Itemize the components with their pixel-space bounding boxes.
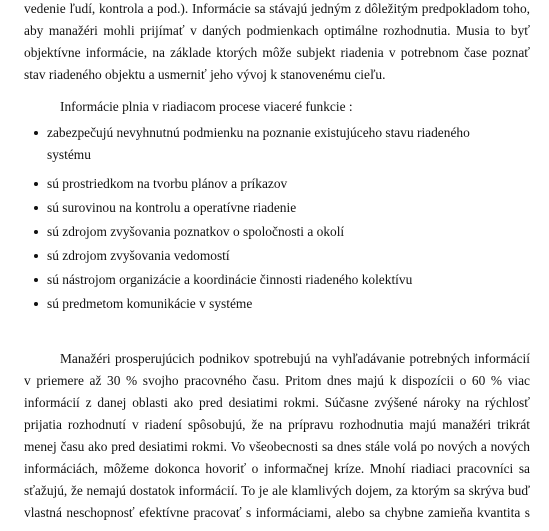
paragraph-1-line-2: aby manažéri mohli prijímať v daných podmienkach optimálne rozhodnutia. Musia to byť <box>24 23 530 38</box>
paragraph-2-line-1: Manažéri prosperujúcich podnikov spotrebujú na vyhľadávanie potrebných informácií <box>60 351 530 366</box>
bullet-icon <box>34 131 38 135</box>
list-item-text: sú zdrojom zvyšovania poznatkov o spoločnosti a okolí <box>47 224 345 239</box>
list-item-text: sú zdrojom zvyšovania vedomostí <box>47 248 230 263</box>
bullet-icon <box>34 254 38 258</box>
bullet-icon <box>34 182 38 186</box>
bullet-icon <box>34 278 38 282</box>
bullet-icon <box>34 302 38 306</box>
paragraph-2-line-3: informácií z danej oblasti ako pred desiatimi rokmi. Súčasne zvýšené nároky na rýchlosť <box>24 395 530 410</box>
paragraph-1-line-3: objektívne informácie, na základe ktorých môže subjekt riadenia v potrebnom čase poznať <box>24 45 530 60</box>
paragraph-2-line-4: prijatia rozhodnutí v riadení spôsobujú, že na prípravu rozhodnutia majú manažéri trikrát <box>24 417 530 432</box>
bullet-icon <box>34 206 38 210</box>
functions-intro: Informácie plnia v riadiacom procese viaceré funkcie : <box>60 99 353 114</box>
paragraph-2-line-5: menej času ako pred desiatimi rokmi. Vo všeobecnosti sa dnes stále volá po nových a nových <box>24 439 530 454</box>
list-item-text: zabezpečujú nevyhnutnú podmienku na poznanie existujúceho stavu riadeného <box>47 125 470 140</box>
paragraph-2-line-7: sťažujú, že nemajú dostatok informácií. To je ale klamlivých dojem, za ktorým sa skrýva buď <box>24 483 530 498</box>
paragraph-1-line-1: vedenie ľudí, kontrola a pod.). Informácie sa stávajú jedným z dôležitým predpokladom toho, <box>24 1 530 16</box>
paragraph-2-line-6: informáciách, môžeme dokonca hovoriť o informačnej kríze. Mnohí riadiaci pracovníci sa <box>24 461 530 476</box>
paragraph-2-line-8: vlastná neschopnosť efektívne pracovať s informáciami, alebo sa chybne zamieňa kvantita s <box>24 505 530 520</box>
bullet-icon <box>34 230 38 234</box>
list-item-text-continuation: systému <box>47 147 91 162</box>
paragraph-1-line-4: stav riadeného objektu a usmerniť jeho vývoj k stanovenému cieľu. <box>24 67 386 82</box>
list-item-text: sú surovinou na kontrolu a operatívne riadenie <box>47 200 297 215</box>
list-item-text: sú predmetom komunikácie v systéme <box>47 296 253 311</box>
list-item-text: sú prostriedkom na tvorbu plánov a príkazov <box>47 176 288 191</box>
paragraph-2-line-2: v priemere až 30 % svojho pracovného času. Pritom dnes majú k dispozícii o 60 % viac <box>24 373 530 388</box>
list-item-text: sú nástrojom organizácie a koordinácie činnosti riadeného kolektívu <box>47 272 413 287</box>
